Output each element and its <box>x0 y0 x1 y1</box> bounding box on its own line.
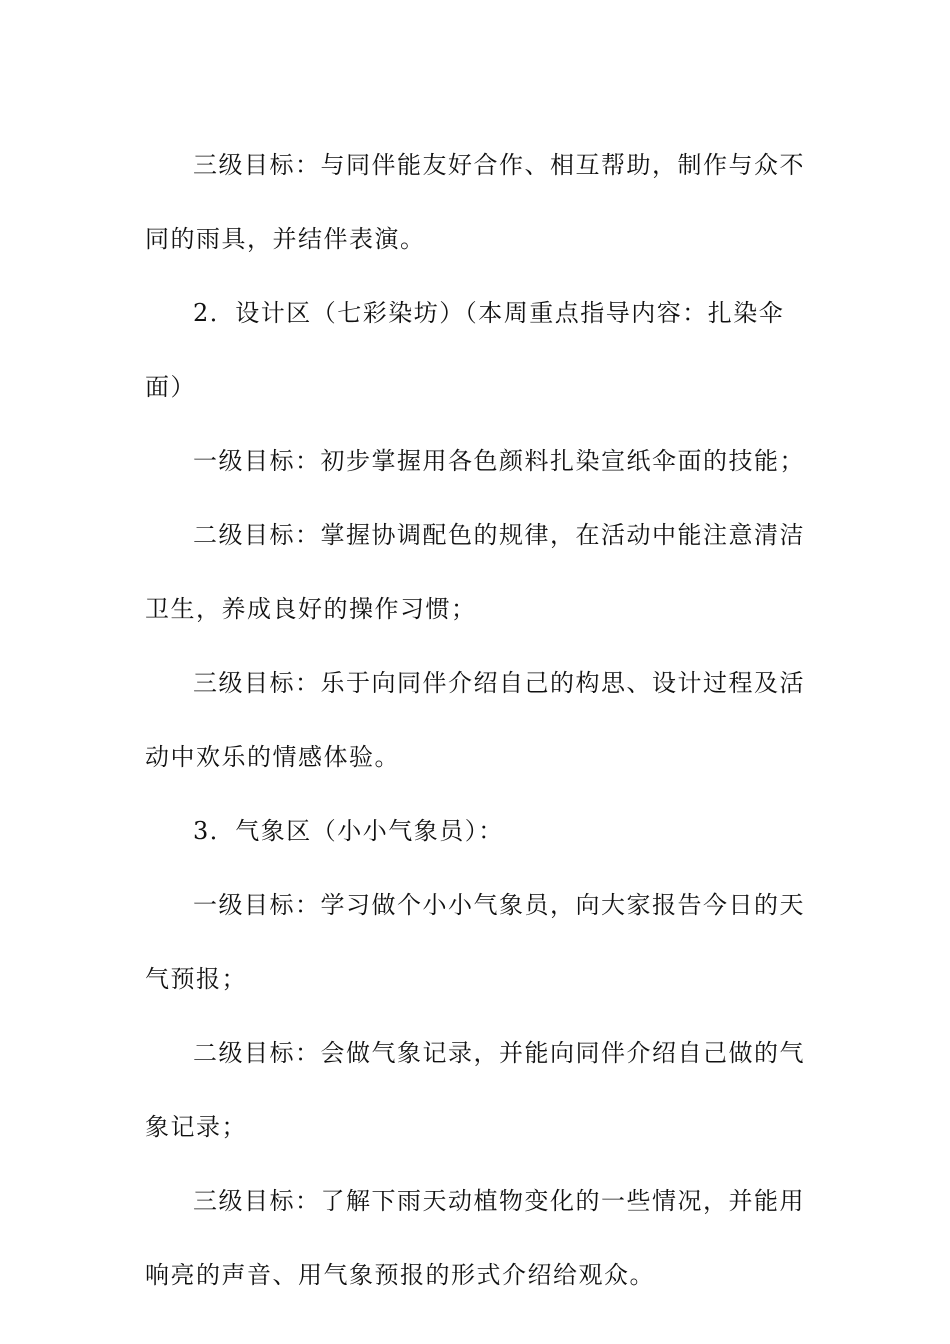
paragraph-design-level1: 一级目标：初步掌握用各色颜料扎染宣纸伞面的技能； <box>193 447 805 475</box>
paragraph-art-level3: 三级目标：与同伴能友好合作、相互帮助，制作与众不同的雨具，并结伴表演。 <box>145 151 805 253</box>
paragraph-design-level3: 三级目标：乐于向同伴介绍自己的构思、设计过程及活动中欢乐的情感体验。 <box>145 669 805 771</box>
paragraph-weather-level2: 二级目标：会做气象记录，并能向同伴介绍自己做的气象记录； <box>145 1039 805 1141</box>
paragraph-weather-area-heading: 3．气象区（小小气象员）： <box>193 817 504 845</box>
paragraph-weather-level1: 一级目标：学习做个小小气象员，向大家报告今日的天气预报； <box>145 891 805 993</box>
paragraph-design-area-heading: 2．设计区（七彩染坊）（本周重点指导内容：扎染伞面） <box>145 299 785 401</box>
paragraph-design-level2: 二级目标：掌握协调配色的规律，在活动中能注意清洁卫生，养成良好的操作习惯； <box>145 521 805 623</box>
document-body <box>145 128 809 1312</box>
paragraph-weather-level3: 三级目标：了解下雨天动植物变化的一些情况，并能用响亮的声音、用气象预报的形式介绍给观众。 <box>145 1187 805 1289</box>
